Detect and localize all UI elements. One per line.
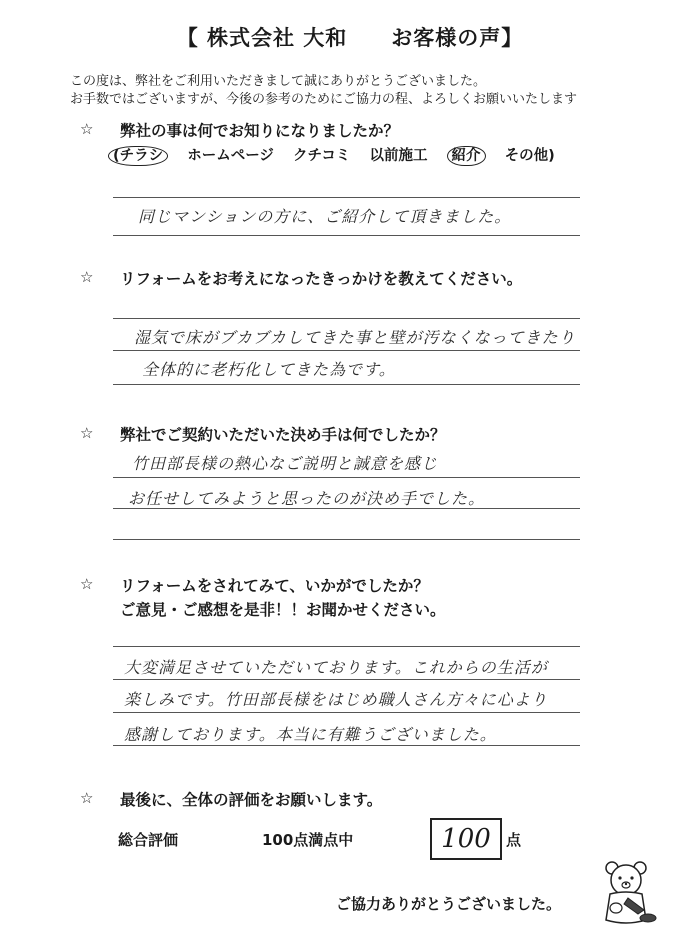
option-flyer: (チラシ: [108, 146, 168, 166]
option-other: その他): [504, 148, 555, 164]
answer-1-line-1: 同じマンションの方に、ご紹介して頂きました。: [138, 207, 512, 226]
question-5: 最後に、全体の評価をお願いします。: [120, 791, 383, 809]
question-4-line-1: リフォームをされてみて、いかがでしたか？: [120, 577, 429, 595]
answer-rule: [113, 477, 580, 478]
score-box: 100: [430, 818, 502, 860]
page-title: 【 株式会社 大和 お客様の声】: [176, 26, 524, 50]
star-icon: ☆: [80, 120, 94, 138]
answer-3-line-2: お任せしてみようと思ったのが決め手でした。: [128, 489, 486, 508]
source-options: [108, 144, 569, 165]
star-icon: ☆: [80, 424, 94, 442]
star-icon: ☆: [80, 575, 94, 593]
answer-rule: [113, 197, 580, 198]
answer-4-line-2: 楽しみです。竹田部長様をはじめ職人さん方々に心より: [124, 690, 548, 709]
thanks-message: ご協力ありがとうございました。: [336, 895, 562, 913]
score-unit: 点: [506, 831, 522, 849]
question-3: 弊社でご契約いただいた決め手は何でしたか？: [120, 426, 446, 444]
answer-rule: [113, 679, 580, 680]
question-1: 弊社の事は何でお知りになりましたか？: [120, 122, 400, 140]
answer-4-line-3: 感謝しております。本当に有難うございました。: [124, 725, 497, 744]
option-referral: 紹介: [447, 146, 486, 166]
option-previous-work: 以前施工: [369, 148, 428, 164]
answer-rule: [113, 539, 580, 540]
star-icon: ☆: [80, 268, 94, 286]
answer-rule: [113, 350, 580, 351]
intro-line-1: この度は、弊社をご利用いただきまして誠にありがとうございました。: [70, 74, 487, 89]
question-4-line-2: ご意見・ご感想を是非！！お聞かせください。: [120, 601, 446, 619]
answer-rule: [113, 318, 580, 319]
answer-rule: [113, 235, 580, 236]
answer-2-line-2: 全体的に老朽化してきた為です。: [142, 360, 396, 379]
answer-rule: [113, 712, 580, 713]
question-2: リフォームをお考えになったきっかけを教えてください。: [120, 270, 523, 288]
answer-rule: [113, 508, 580, 509]
answer-rule: [113, 745, 580, 746]
star-icon: ☆: [80, 789, 94, 807]
answer-3-line-1: 竹田部長様の熱心なご説明と誠意を感じ: [132, 454, 439, 473]
answer-2-line-1: 湿気で床がブカブカしてきた事と壁が汚なくなってきたり: [134, 328, 576, 347]
answer-4-line-1: 大変満足させていただいております。これからの生活が: [124, 658, 548, 677]
bear-mascot-icon: [598, 858, 662, 928]
option-homepage: ホームページ: [187, 148, 274, 164]
answer-rule: [113, 646, 580, 647]
answer-rule: [113, 384, 580, 385]
option-word-of-mouth: クチコミ: [292, 148, 351, 164]
rating-label: 総合評価: [118, 831, 179, 849]
rating-scale: 100点満点中: [262, 831, 354, 849]
intro-line-2: お手数ではございますが、今後の参考のためにご協力の程、よろしくお願いいたします: [70, 92, 578, 107]
